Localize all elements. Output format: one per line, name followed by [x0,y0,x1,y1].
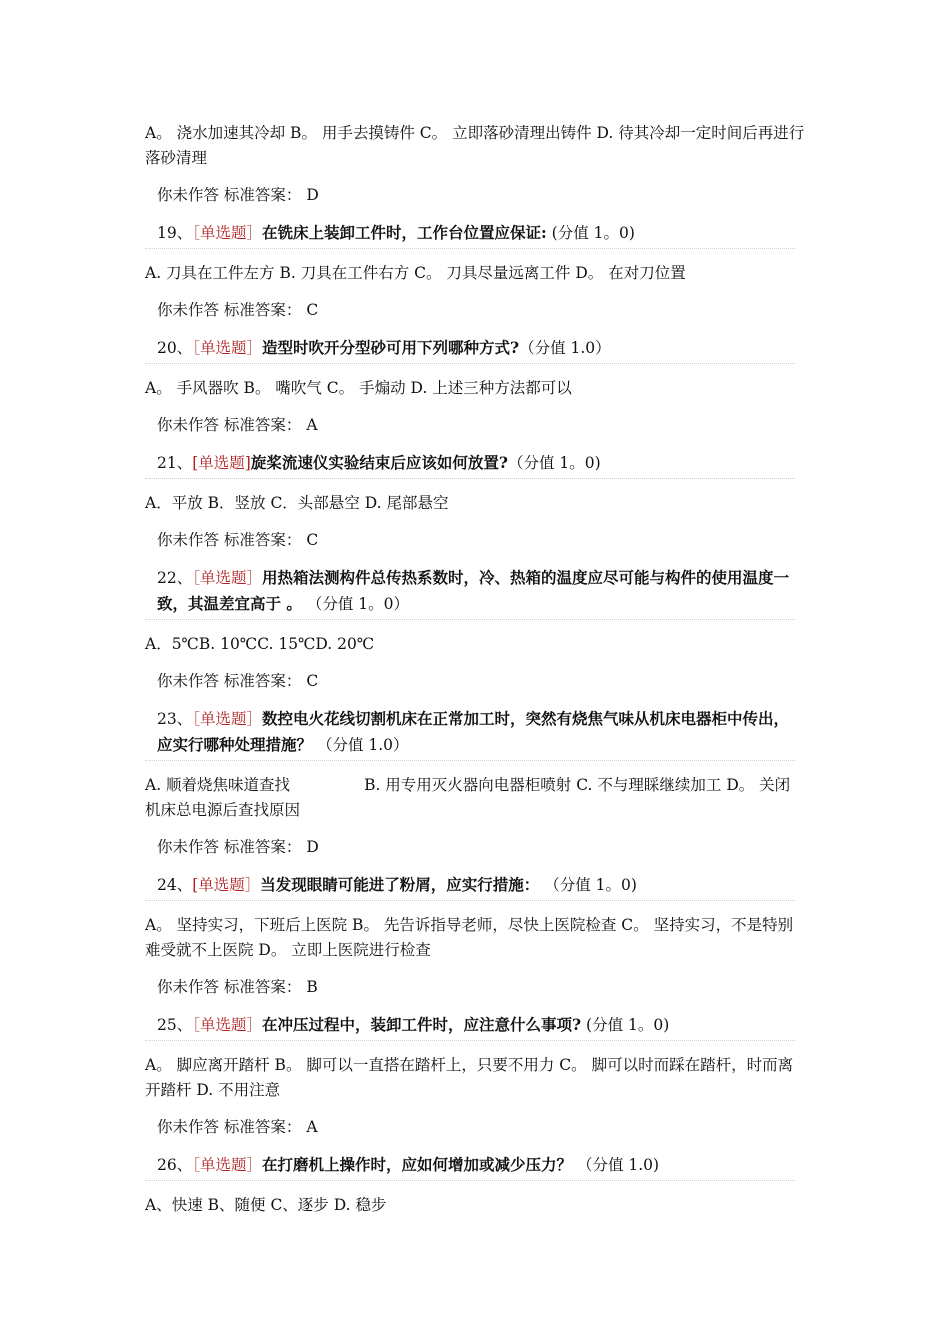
question-stem: 当发现眼睛可能进了粉屑，应实行措施： [260,875,540,894]
question-23-header [145,706,795,761]
question-type-tag: ［单选题］ [192,224,262,242]
question-type-tag: ［单选题］ [192,1156,262,1174]
question-19-header [145,220,795,249]
question-24-options: A。 坚持实习，下班后上医院 B。 先告诉指导老师，尽快上医院检查 C。 坚持实习，不是特别难受就不上医院 D。 立即上医院进行检查 [145,916,794,959]
question-score: (分值 1。0) [581,1016,670,1034]
question-stem: 造型时吹开分型砂可用下列哪种方式? [262,338,520,357]
question-25-header [145,1012,795,1041]
question-list [145,121,805,1218]
question-20-answer: 你未作答 标准答案： A [157,416,318,434]
option-a-text: A. 顺着烧焦味道查找 [145,776,291,794]
question-score: （分值 1.0） [519,339,611,357]
question-number: 23、 [157,710,193,728]
question-23-answer: 你未作答 标准答案： D [157,838,319,856]
question-stem: 旋桨流速仪实验结束后应该如何放置? [250,453,508,472]
question-score: （分值 1.0) [572,1156,660,1174]
question-type-tag: [单选题］ [192,876,261,894]
question-number: 25、 [157,1016,193,1034]
question-stem: 数控电火花线切割机床在正常加工时，突然有烧焦气味从机床电器柜中传出，应实行哪种处理措施？ [157,709,790,754]
question-22-answer: 你未作答 标准答案： C [157,672,319,690]
question-21-options: A．平放 B．竖放 C．头部悬空 D. 尾部悬空 [145,494,449,512]
question-21-header [145,450,795,479]
question-type-tag: ［单选题］ [192,569,262,587]
question-22-options: A．5℃B. 10℃C. 15℃D. 20℃ [145,635,375,653]
question-26-header [145,1152,795,1181]
question-22-header [145,565,795,620]
question-type-tag: [单选题] [192,454,251,472]
question-19-answer: 你未作答 标准答案： C [157,301,319,319]
question-18-options: A。 浇水加速其冷却 B。 用手去摸铸件 C。 立即落砂清理出铸件 D. 待其冷却一定时间后再进行落砂清理 [145,124,805,167]
question-type-tag: ［单选题］ [192,1016,262,1034]
question-25-options: A。 脚应离开踏杆 B。 脚可以一直搭在踏杆上，只要不用力 C。 脚可以时而踩在踏杆，时而离开踏杆 D. 不用注意 [145,1056,794,1099]
question-number: 20、 [157,339,193,357]
question-number: 21、 [157,454,193,472]
question-type-tag: ［单选题］ [192,710,262,728]
question-19-options: A. 刀具在工件左方 B. 刀具在工件右方 C。 刀具尽量远离工件 D。 在对刀位置 [145,264,686,282]
question-number: 19、 [157,224,193,242]
question-25-answer: 你未作答 标准答案： A [157,1118,318,1136]
question-score: (分值 1。0) [546,224,635,242]
question-24-answer: 你未作答 标准答案： B [157,978,318,996]
question-score: （分值 1。0) [539,876,637,894]
question-23-options [145,773,805,823]
question-score: （分值 1.0） [312,736,409,754]
question-number: 26、 [157,1156,193,1174]
option-b-d-text: B. 用专用灭火器向电器柜喷射 C. 不与理睬继续加工 D。 关闭机床总电源后查找原因 [145,776,791,819]
question-stem: 用热箱法测构件总传热系数时，冷、热箱的温度应尽可能与构件的使用温度一致，其温差宜高于 。 [157,568,790,613]
question-21-answer: 你未作答 标准答案： C [157,531,319,549]
question-type-tag: ［单选题］ [192,339,262,357]
question-score: （分值 1。0） [301,595,409,613]
question-number: 22、 [157,569,193,587]
question-24-header [145,872,795,901]
question-26-options: A、快速 B、随便 C、逐步 D. 稳步 [145,1196,387,1214]
question-number: 24、 [157,876,193,894]
question-20-options: A。 手风器吹 B。 嘴吹气 C。 手煽动 D. 上述三种方法都可以 [145,379,572,397]
question-stem: 在铣床上装卸工件时，工作台位置应保证: [262,223,547,242]
question-stem: 在打磨机上操作时，应如何增加或减少压力？ [262,1155,573,1174]
question-score: （分值 1。0) [507,454,601,472]
question-20-header [145,335,795,364]
question-stem: 在冲压过程中，装卸工件时，应注意什么事项? [262,1015,582,1034]
question-18-answer: 你未作答 标准答案： D [157,186,319,204]
